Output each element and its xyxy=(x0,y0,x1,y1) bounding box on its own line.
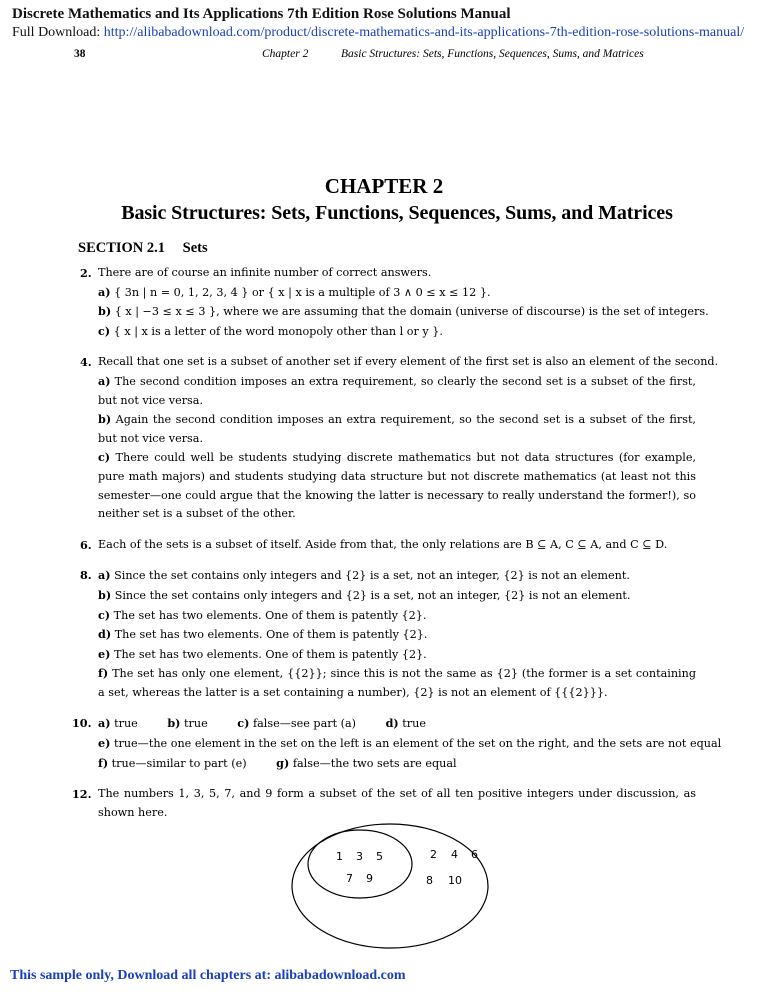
problem-number: 8. xyxy=(80,568,92,583)
part-a xyxy=(80,372,696,410)
problem-8 xyxy=(80,566,696,702)
part-text: Since the set contains only integers and {2} is a set, not an integer, {2} is not an element. xyxy=(114,569,630,583)
problem-text: The numbers 1, 3, 5, 7, and 9 form a subset of the set of all ten positive integers under discussion, as shown here. xyxy=(98,787,696,819)
part-text: true—the one element in the set on the left is an element of the set on the right, and the sets are not equal xyxy=(113,737,722,751)
part-label: b) xyxy=(98,587,112,602)
banner-title: Discrete Mathematics and Its Applications 7th Edition Rose Solutions Manual xyxy=(12,6,511,22)
part-f xyxy=(80,664,696,702)
chapter-subtitle: Basic Structures: Sets, Functions, Sequences, Sums, and Matrices xyxy=(121,202,673,224)
part-label: c) xyxy=(98,323,111,338)
part-text: Since the set contains only integers and {2} is a set, not an integer, {2} is not an element. xyxy=(114,588,631,602)
part-text: The set has only one element, {{2}}; since this is not the same as {2} (the former is a set containing a set, whereas the latter is a set containing a number), {2} is not an element of {{{2}}}. xyxy=(98,667,696,699)
part-label: g) xyxy=(276,755,290,770)
solutions-body xyxy=(72,264,722,834)
running-head xyxy=(74,48,714,64)
section-heading xyxy=(78,240,222,257)
part-label: e) xyxy=(98,736,111,751)
part-label: a) xyxy=(98,373,111,388)
problem-number: 2. xyxy=(80,266,92,280)
problem-12 xyxy=(72,785,696,822)
part-e xyxy=(80,645,696,665)
section-name: Sets xyxy=(182,240,208,256)
part-text: true xyxy=(184,717,208,731)
part-label: d) xyxy=(385,716,399,731)
problem-10 xyxy=(72,714,722,773)
problem-number: 6. xyxy=(80,537,92,552)
part-text: { x | −3 ≤ x ≤ 3 }, where we are assuming that the domain (universe of discourse) is the set of integers. xyxy=(114,305,709,319)
part-label: a) xyxy=(98,284,111,299)
part-b xyxy=(80,410,696,448)
part-c xyxy=(80,322,696,342)
chapter-title: CHAPTER 2 xyxy=(324,174,444,198)
part-label: b) xyxy=(98,304,112,319)
part-label: c) xyxy=(98,450,111,465)
running-chapter-title: Basic Structures: Sets, Functions, Sequences, Sums, and Matrices xyxy=(341,48,644,60)
part-label: f) xyxy=(98,666,109,681)
part-label: b) xyxy=(167,716,181,731)
part-text: The second condition imposes an extra requirement, so clearly the second set is a subset of the first, but not vice versa. xyxy=(98,374,696,407)
part-text: The set has two elements. One of them is patently {2}. xyxy=(113,608,427,622)
part-text: Again the second condition imposes an extra requirement, so the second set is a subset of the first, but not vice versa. xyxy=(98,413,696,445)
footer-download-notice[interactable]: This sample only, Download all chapters at: alibabadownload.com xyxy=(10,968,406,983)
part-text: true—similar to part (e) xyxy=(111,756,247,770)
part-d xyxy=(80,625,696,645)
part-text: { x | x is a letter of the word monopoly other than l or y }. xyxy=(113,324,443,338)
venn-element: 1 xyxy=(336,850,343,863)
problem-2 xyxy=(80,264,709,341)
odd-subset-ellipse xyxy=(308,830,412,898)
download-link[interactable]: http://alibabadownload.com/product/discrete-mathematics-and-its-applications-7th-edition-rose-solutions-manual/ xyxy=(103,25,745,40)
problem-number: 10. xyxy=(72,716,92,731)
problem-intro: There are of course an infinite number of correct answers. xyxy=(98,266,432,279)
part-c xyxy=(80,448,696,523)
venn-element: 3 xyxy=(356,850,363,863)
part-label: b) xyxy=(98,412,112,427)
part-a xyxy=(80,566,696,586)
parts-f-g xyxy=(80,754,696,774)
venn-element: 10 xyxy=(448,874,462,887)
venn-diagram xyxy=(290,822,490,952)
download-prefix: Full Download: xyxy=(12,25,104,40)
part-text: false—see part (a) xyxy=(252,717,357,731)
part-c xyxy=(80,606,696,626)
page-number: 38 xyxy=(74,48,86,60)
download-line xyxy=(12,25,744,41)
part-label: c) xyxy=(237,716,250,731)
part-text: The set has two elements. One of them is patently {2}. xyxy=(114,628,428,642)
section-number: SECTION 2.1 xyxy=(78,240,166,256)
part-label: e) xyxy=(98,646,111,661)
part-label: a) xyxy=(98,716,111,731)
part-text: There could well be students studying discrete mathematics but not data structures (for example, pure math majors) and students studying data structure but not discrete mathematics (at least not this semester—one could argue that the knowing the latter is necessary to really understand the former!), so neither set is a subset of the other. xyxy=(98,451,697,521)
part-label: c) xyxy=(98,607,111,622)
problem-6 xyxy=(80,536,696,555)
venn-element: 2 xyxy=(430,848,437,861)
problem-text: Each of the sets is a subset of itself. Aside from that, the only relations are B ⊆ A, C ⊆ A, and C ⊆ D. xyxy=(98,537,668,551)
part-e xyxy=(80,734,722,754)
problem-intro: Recall that one set is a subset of another set if every element of the first set is also an element of the second. xyxy=(98,355,719,369)
problem-4 xyxy=(80,353,719,523)
venn-element: 8 xyxy=(426,874,433,887)
part-text: true xyxy=(402,717,426,731)
part-label: d) xyxy=(98,627,112,642)
part-a xyxy=(80,283,696,303)
part-text: { 3n | n = 0, 1, 2, 3, 4 } or { x | x is a multiple of 3 ∧ 0 ≤ x ≤ 12 }. xyxy=(114,285,491,299)
venn-element: 6 xyxy=(471,848,478,861)
problem-number: 12. xyxy=(72,787,92,802)
venn-element: 4 xyxy=(451,848,458,861)
running-chapter: Chapter 2 xyxy=(262,48,309,60)
venn-element: 9 xyxy=(366,872,373,885)
part-text: true xyxy=(114,717,138,731)
part-text: The set has two elements. One of them is patently {2}. xyxy=(113,647,427,661)
part-label: f) xyxy=(98,755,109,770)
venn-element: 5 xyxy=(376,850,383,863)
problem-number: 4. xyxy=(80,355,92,370)
part-text: false—the two sets are equal xyxy=(292,756,457,770)
venn-element: 7 xyxy=(346,872,353,885)
part-label: a) xyxy=(98,568,111,583)
parts-a-to-d xyxy=(80,714,696,734)
part-b xyxy=(80,586,696,606)
part-b xyxy=(80,302,709,322)
